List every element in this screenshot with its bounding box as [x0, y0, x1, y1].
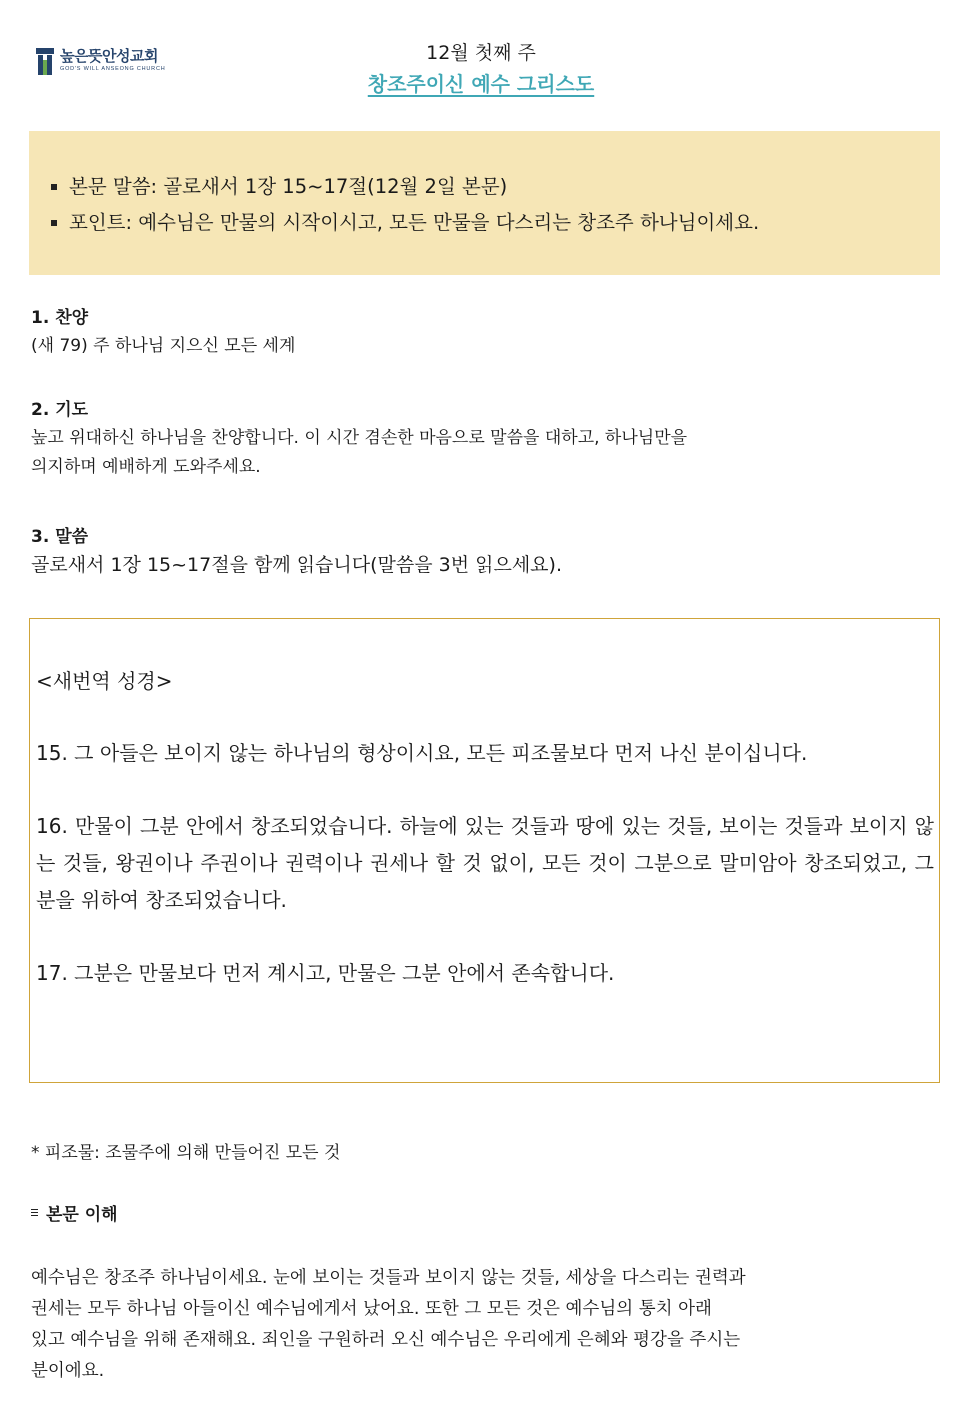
section-praise	[31, 304, 295, 361]
footnote: * 피조물: 조물주에 의해 만들어진 모든 것	[31, 1143, 341, 1163]
understanding-line: 권세는 모두 하나님 아들이신 예수님에게서 났어요. 또한 그 모든 것은 예수님의 통치 아래	[31, 1299, 712, 1319]
understanding-title-text: 본문 이해	[46, 1205, 118, 1225]
section-body: 골로새서 1장 15~17절을 함께 읽습니다(말씀을 3번 읽으세요).	[31, 554, 562, 576]
square-bullet-icon	[51, 184, 57, 190]
understanding-title	[31, 1200, 118, 1225]
section-title: 1. 찬양	[31, 308, 89, 328]
square-bullet-icon	[51, 220, 57, 226]
section-word	[31, 523, 562, 580]
understanding-line: 분이에요.	[31, 1361, 105, 1381]
section-title: 3. 말씀	[31, 527, 89, 547]
summary-item	[51, 205, 940, 241]
summary-text: 포인트: 예수님은 만물의 시작이시고, 모든 만물을 다스리는 창조주 하나님이세요.	[69, 211, 760, 234]
understanding-body	[31, 1263, 936, 1387]
bible-verse: 15. 그 아들은 보이지 않는 하나님의 형상이시요, 모든 피조물보다 먼저 나신 분이십니다.	[36, 741, 808, 765]
understanding-line: 있고 예수님을 위해 존재해요. 죄인을 구원하러 오신 예수님은 우리에게 은혜와 평강을 주시는	[31, 1330, 741, 1350]
bible-passage-box	[29, 618, 940, 1083]
bible-verse: 16. 만물이 그분 안에서 창조되었습니다. 하늘에 있는 것들과 땅에 있는 것들, 보이는 것들과 보이지 않는 것들, 왕권이나 주권이나 권력이나 권세나 할 것 없이, 모든 것이 그분으로 말미암아 창조되었고, 그분을 위하여 창조되었습니다.	[36, 814, 934, 912]
logo-name: 높은뜻안성교회	[60, 47, 158, 66]
summary-box	[29, 131, 940, 275]
section-body: (새 79) 주 하나님 지으신 모든 세계	[31, 336, 296, 356]
bible-verse: 17. 그분은 만물보다 먼저 계시고, 만물은 그분 안에서 존속합니다.	[36, 961, 615, 985]
section-body-line: 의지하며 예배하게 도와주세요.	[31, 457, 261, 477]
section-body-line: 높고 위대하신 하나님을 찬양합니다. 이 시간 겸손한 마음으로 말씀을 대하고, 하나님만을	[31, 428, 688, 448]
understanding-line: 예수님은 창조주 하나님이세요. 눈에 보이는 것들과 보이지 않는 것들, 세상을 다스리는 권력과	[31, 1268, 746, 1288]
section-prayer	[31, 396, 687, 482]
list-marker-icon	[31, 1207, 38, 1218]
section-title: 2. 기도	[31, 400, 89, 420]
summary-text: 본문 말씀: 골로새서 1장 15~17절(12월 2일 본문)	[69, 175, 508, 198]
week-label: 12월 첫째 주	[426, 42, 536, 64]
bible-version-heading: <새번역 성경>	[36, 669, 173, 693]
logo-subtitle: GOD'S WILL ANSEONG CHURCH	[60, 66, 166, 73]
page-title: 창조주이신 예수 그리스도	[367, 72, 595, 96]
summary-item	[51, 169, 940, 205]
